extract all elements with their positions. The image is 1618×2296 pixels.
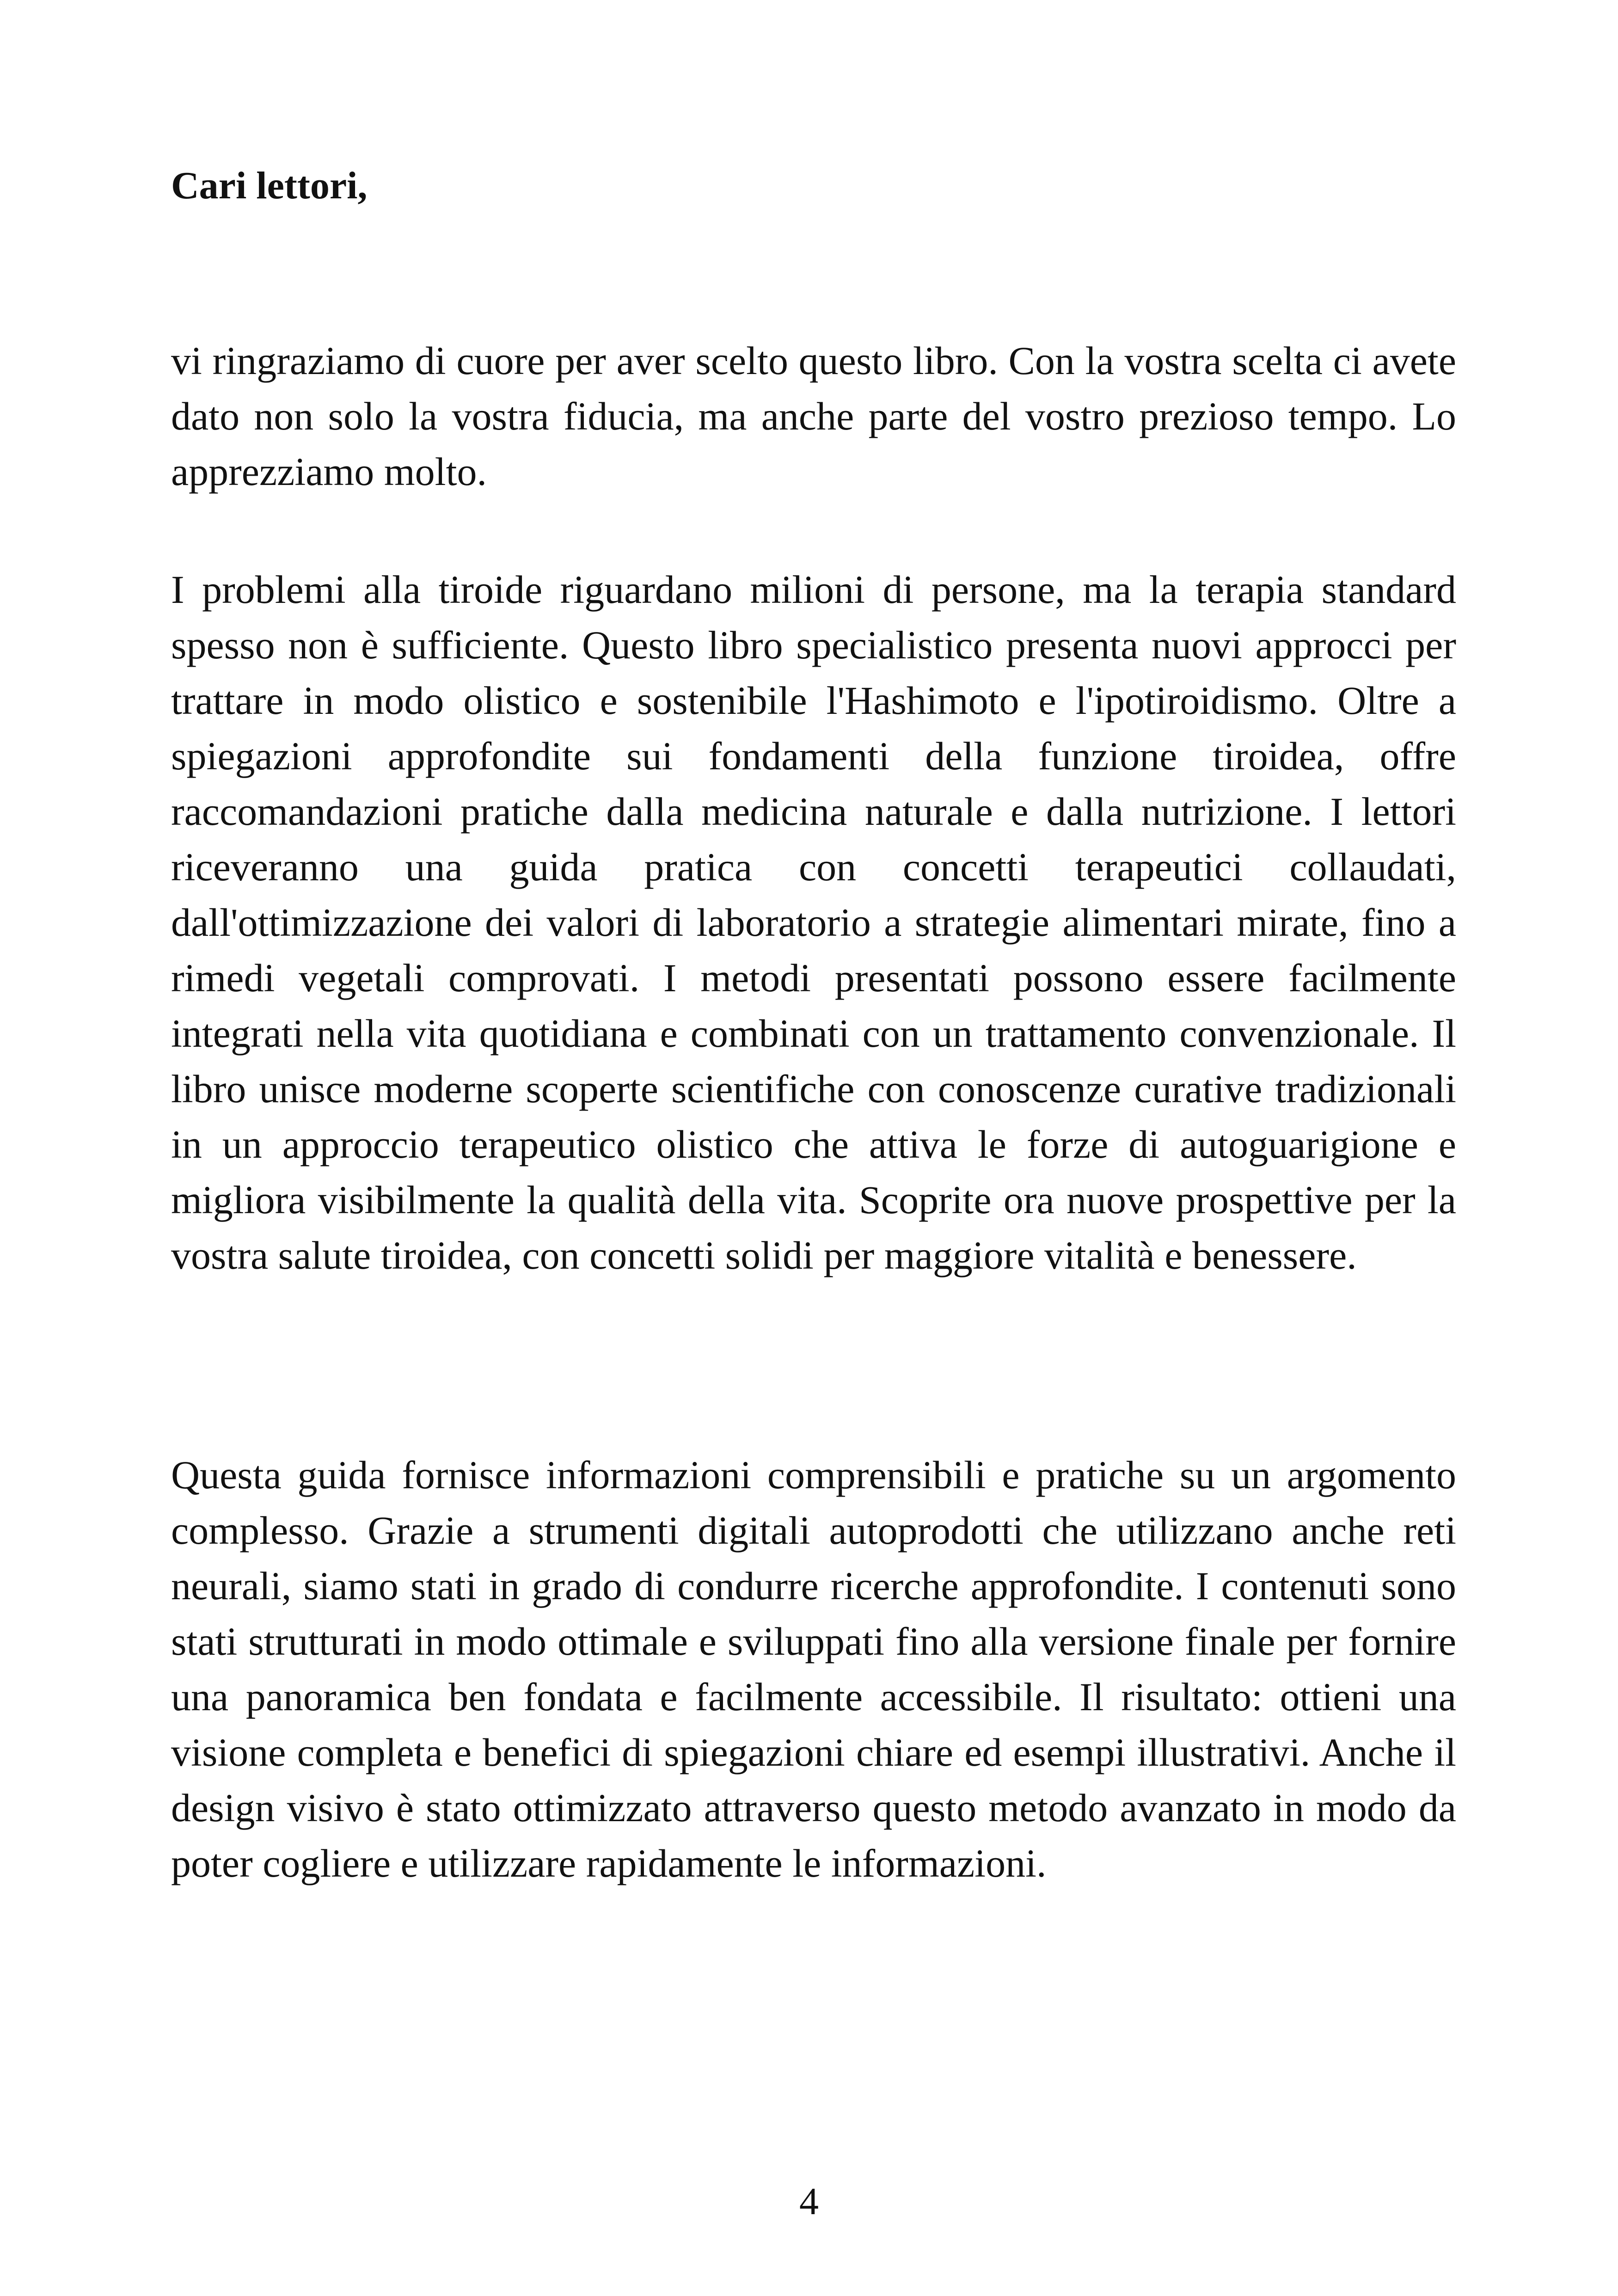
paragraph-book-description: I problemi alla tiroide riguardano milioni di persone, ma la terapia standard spesso non è sufficiente. Questo libro specialistico presenta nuovi approcci per trattare in modo olistico e sostenibile l'Hashimoto e l'ipotiroidismo. Oltre a spiegazioni approfondite sui fondamenti della funzione tiroidea, offre raccomandazioni pratiche dalla medicina naturale e dalla nutrizione. I lettori riceveranno una guida pratica con concetti terapeutici collaudati, dall'ottimizzazione dei valori di laboratorio a strategie alimentari mirate, fino a rimedi vegetali comprovati. I metodi presentati possono essere facilmente integrati nella vita quotidiana e combinati con un trattamento convenzionale. Il libro unisce moderne scoperte scientifiche con conoscenze curative tradizionali in un approccio terapeutico olistico che attiva le forze di autoguarigione e migliora visibilmente la qualità della vita. Scoprite ora nuove prospettive per la vostra salute tiroidea, con concetti solidi per maggiore vitalità e benessere. [171,567,1456,1277]
paragraph-guide-method: Questa guida fornisce informazioni comprensibili e pratiche su un argomento complesso. Grazie a strumenti digitali autoprodotti che utilizzano anche reti neurali, siamo stati in grado di condurre ricerche approfondite. I contenuti sono stati strutturati in modo ottimale e sviluppati fino alla versione finale per fornire una panoramica ben fondata e facilmente accessibile. Il risultato: ottieni una visione completa e benefici di spiegazioni chiare ed esempi illustrativi. Anche il design visivo è stato ottimizzato attraverso questo metodo avanzato in modo da poter cogliere e utilizzare rapidamente le informazioni. [171,1453,1456,1885]
greeting-heading: Cari lettori, [171,164,368,207]
paragraph-thanks: vi ringraziamo di cuore per aver scelto questo libro. Con la vostra scelta ci avete dato non solo la vostra fiducia, ma anche parte del vostro prezioso tempo. Lo apprezziamo molto. [171,338,1456,494]
page-number: 4 [799,2180,819,2223]
